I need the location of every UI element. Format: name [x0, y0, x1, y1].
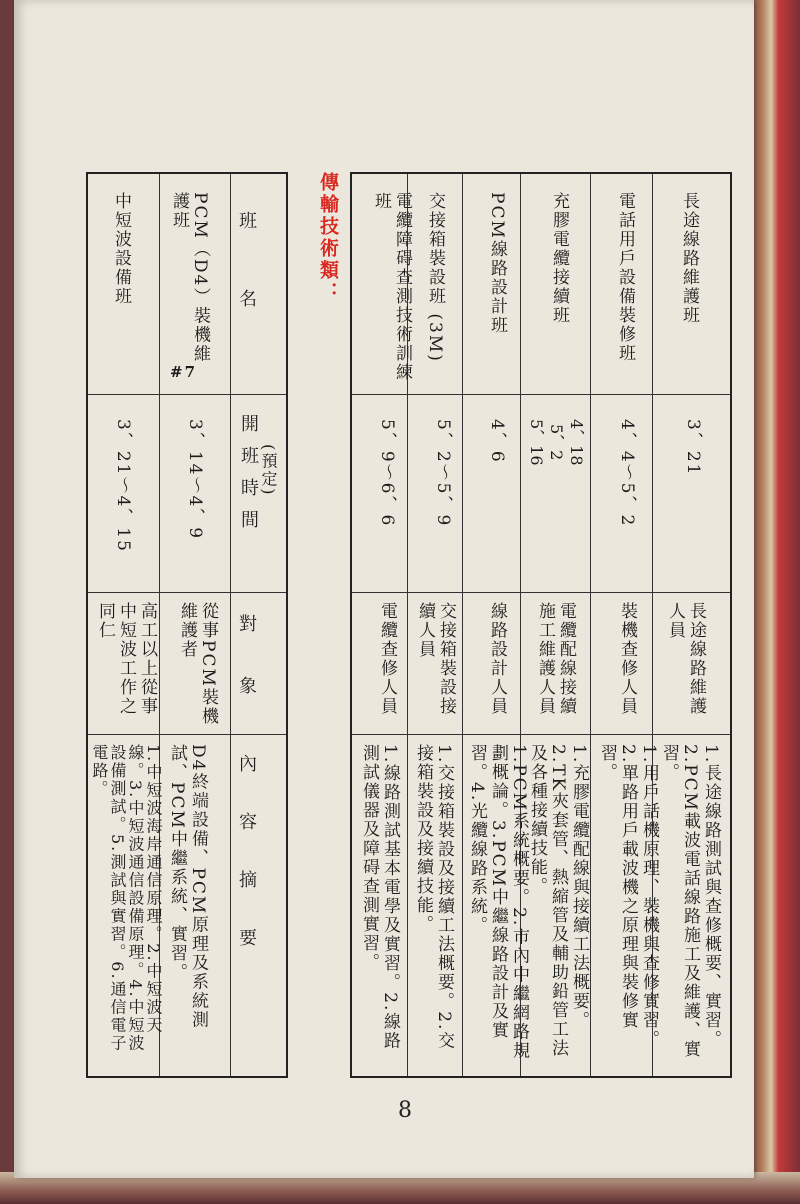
header-content: 內容摘要 — [236, 754, 257, 986]
column-divider — [462, 174, 463, 1076]
page-number: 8 — [398, 1098, 412, 1123]
table-row-dates: 4、18 5、2 5、16 — [527, 419, 586, 466]
left-table — [86, 172, 288, 1078]
table-row-target: 長途線路維護人員 — [665, 602, 706, 716]
table-row-dates: 4、4～5、2 — [617, 419, 637, 528]
header-dates: 開班時間 — [238, 414, 259, 542]
table-row-dates: 5、9～6、6 — [377, 419, 397, 528]
table-row-content: 1.線路測試基本電學及實習。2.線路測試儀器及障碍查測實習。 — [359, 744, 400, 1051]
table-row-target: 從事PCM裝機維護者 — [177, 602, 218, 726]
book-edge-right — [752, 0, 800, 1204]
name-note: #7 — [170, 363, 198, 381]
row-divider — [352, 592, 730, 593]
row-divider — [352, 734, 730, 735]
column-divider — [230, 174, 231, 1076]
table-row-target: 電纜配線接續施工維護人員 — [535, 602, 576, 716]
table-row-content: 1.交接箱裝設及接續工法概要。2.交接箱裝設及接續技能。 — [413, 744, 454, 1051]
header-name: 班名 — [236, 211, 257, 367]
table-row-target: 裝機查修人員 — [617, 602, 637, 716]
section-title: 傳輸技術類： — [317, 172, 339, 304]
table-row-name: PCM線路設計班 — [487, 192, 507, 335]
table-row-content: 1.長途線路測試與查修概要、實習。2.PCM載波電話線路施工及維護、實習。 — [659, 744, 721, 1060]
header-target: 對象 — [236, 614, 257, 738]
table-row-content: 1.充膠電纜配線與接續工法概要。2.TK夾套管、熱縮管及輔助鉛管工法及各種接續技能。 — [527, 744, 589, 1059]
row-divider — [88, 394, 286, 395]
table-row-target: 高工以上從事中短波工作之同仁 — [95, 602, 157, 716]
column-divider — [590, 174, 591, 1076]
table-row-name: 電話用戶設備裝修班 — [615, 192, 635, 363]
table-row-content: D4終端設備、PCM原理及系統測試、PCM中繼系統、實習。 — [167, 744, 208, 1030]
table-row-name: 電纜障碍查測技術訓練班 — [371, 192, 412, 382]
row-divider — [352, 394, 730, 395]
table-row-content: 1.中短波海岸通信原理。2.中短波天線。3.中短波通信設備原理。4.中短波設備測試。5.測試與實習。6.通信電子電路。 — [90, 744, 163, 1053]
table-row-content: 1.用戶話機原理、裝機與查修實習。2.單路用戶載波機之原理與裝修實習。 — [597, 744, 659, 1050]
table-row-content: 1.PCM系統概要。2.市內中繼網路規劃概論。3.PCM中繼線路設計及實習。4.光纜線路系統。 — [467, 744, 529, 1061]
table-row-name: 長途線路維護班 — [679, 192, 699, 325]
table-row-dates: 3、21～4、15 — [113, 419, 133, 553]
table-row-target: 線路設計人員 — [487, 602, 507, 716]
table-row-target: 交接箱裝設接續人員 — [415, 602, 456, 716]
table-row-name: PCM（D4）裝機維護班 — [169, 192, 210, 364]
table-row-name: 充膠電纜接續班 — [549, 192, 569, 325]
table-row-dates: 3、14～4、9 — [185, 419, 205, 541]
table-row-name: 中短波設備班 — [111, 192, 131, 306]
right-table — [350, 172, 732, 1078]
table-row-target: 電纜查修人員 — [377, 602, 397, 716]
table-row-dates: 3、21 — [683, 419, 703, 477]
book-page — [14, 0, 754, 1178]
table-row-dates: 4、6 — [487, 419, 507, 464]
header-dates-note: (預定) — [259, 444, 278, 497]
table-row-dates: 5、2～5、9 — [433, 419, 453, 528]
row-divider — [88, 592, 286, 593]
table-row-name: 交接箱裝設班 (3M) — [425, 192, 445, 363]
